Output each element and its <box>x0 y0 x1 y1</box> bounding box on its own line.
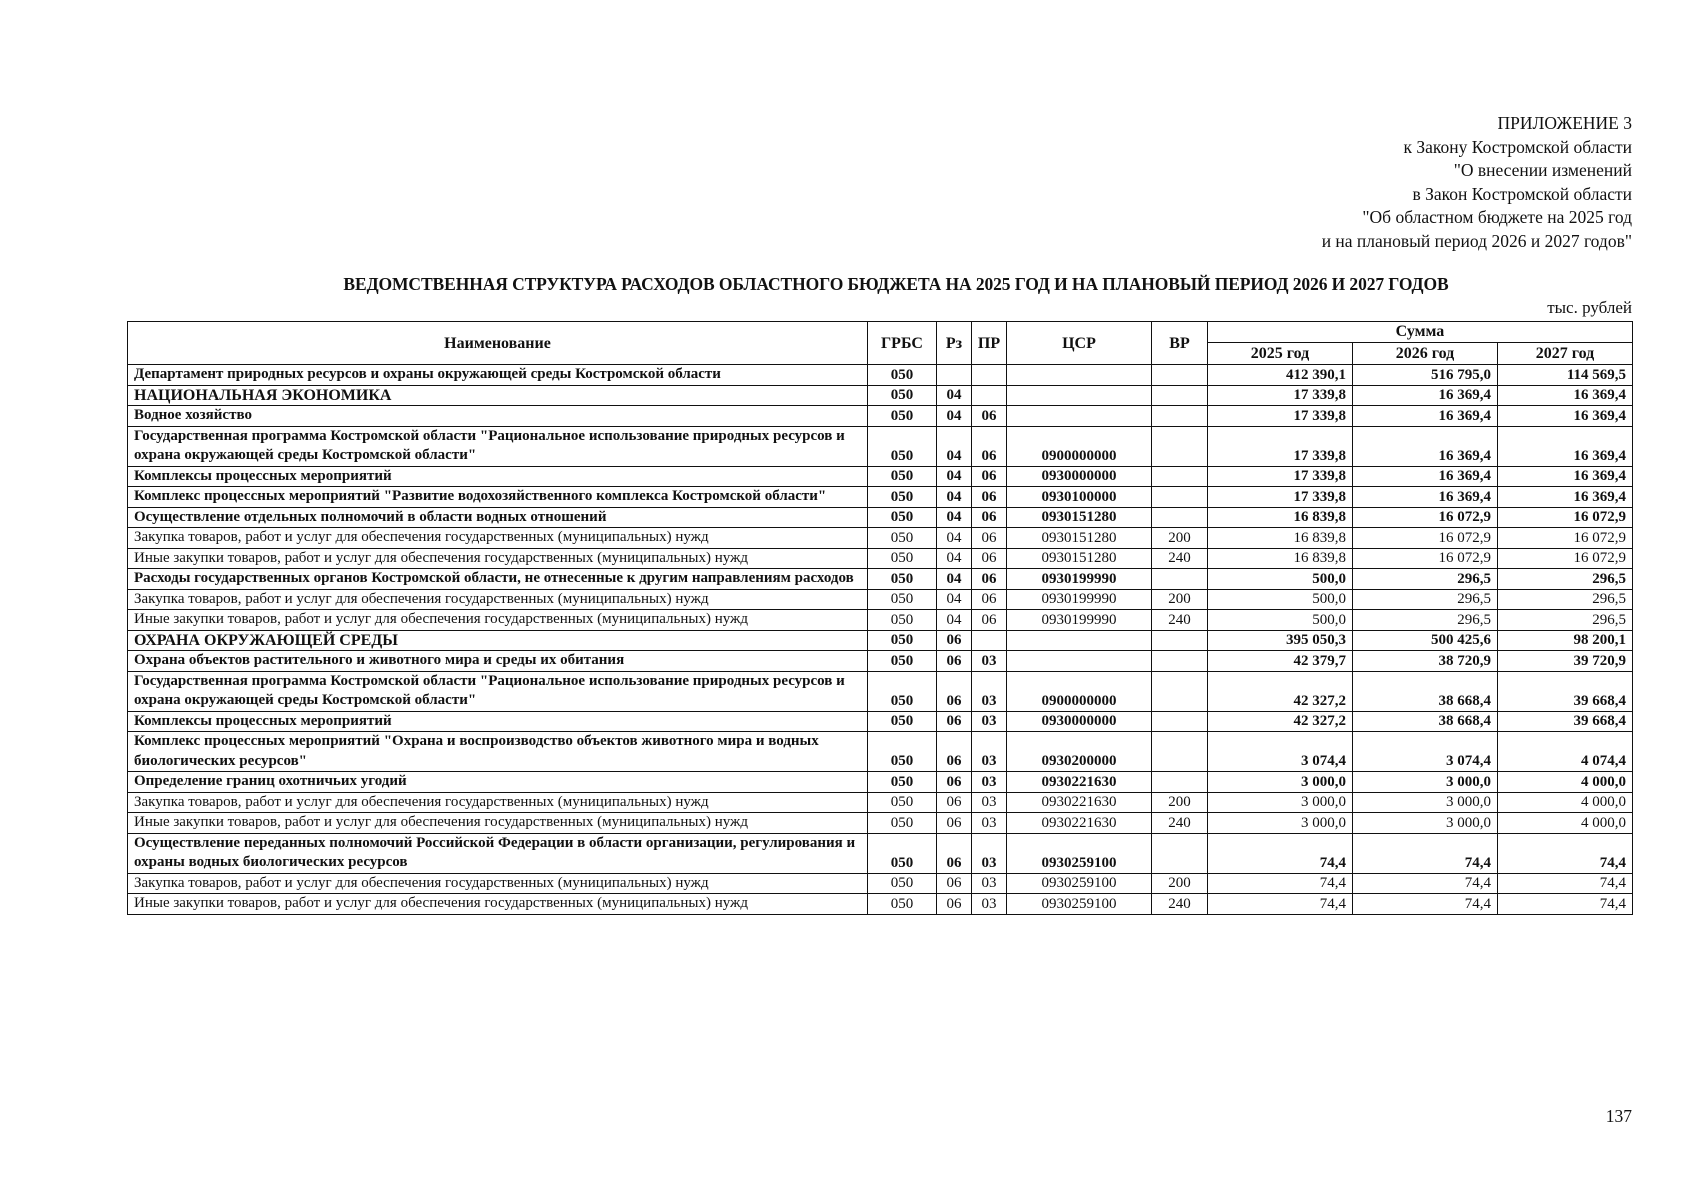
cell-pr: 03 <box>972 894 1007 915</box>
table-row <box>128 732 1633 772</box>
cell-y2025: 500,0 <box>1208 589 1353 610</box>
appendix-line: "О внесении изменений <box>1453 160 1632 180</box>
cell-grbs: 050 <box>868 651 937 672</box>
cell-y2025: 42 379,7 <box>1208 651 1353 672</box>
cell-y2027: 296,5 <box>1498 589 1633 610</box>
col-header-vr: ВР <box>1152 322 1208 365</box>
cell-csr: 0930221630 <box>1007 792 1152 813</box>
cell-pr: 03 <box>972 671 1007 711</box>
cell-vr <box>1152 426 1208 466</box>
cell-name: Иные закупки товаров, работ и услуг для обеспечения государственных (муниципальных) нужд <box>128 813 868 834</box>
cell-grbs: 050 <box>868 630 937 651</box>
cell-y2027: 98 200,1 <box>1498 630 1633 651</box>
cell-vr: 240 <box>1152 610 1208 631</box>
cell-name: Закупка товаров, работ и услуг для обеспечения государственных (муниципальных) нужд <box>128 792 868 813</box>
document-title: ВЕДОМСТВЕННАЯ СТРУКТУРА РАСХОДОВ ОБЛАСТНОГО БЮДЖЕТА НА 2025 ГОД И НА ПЛАНОВЫЙ ПЕРИОД 2026 И 2027 ГОДОВ <box>343 274 1449 294</box>
cell-csr <box>1007 385 1152 406</box>
cell-rz: 04 <box>937 507 972 528</box>
cell-pr <box>972 630 1007 651</box>
cell-name: Иные закупки товаров, работ и услуг для обеспечения государственных (муниципальных) нужд <box>128 610 868 631</box>
cell-vr: 240 <box>1152 548 1208 569</box>
cell-csr <box>1007 406 1152 427</box>
cell-y2027: 16 369,4 <box>1498 466 1633 487</box>
col-header-2025: 2025 год <box>1208 343 1353 365</box>
cell-pr: 03 <box>972 792 1007 813</box>
cell-name: Водное хозяйство <box>128 406 868 427</box>
cell-grbs: 050 <box>868 589 937 610</box>
cell-grbs: 050 <box>868 385 937 406</box>
cell-rz: 06 <box>937 711 972 732</box>
cell-rz: 04 <box>937 487 972 508</box>
cell-csr: 0930151280 <box>1007 548 1152 569</box>
cell-y2027: 4 000,0 <box>1498 813 1633 834</box>
cell-pr: 03 <box>972 651 1007 672</box>
cell-y2027: 16 369,4 <box>1498 406 1633 427</box>
col-header-2027: 2027 год <box>1498 343 1633 365</box>
cell-y2027: 39 668,4 <box>1498 671 1633 711</box>
cell-y2026: 3 000,0 <box>1353 792 1498 813</box>
cell-name: Расходы государственных органов Костромской области, не отнесенные к другим направлениям расходов <box>128 569 868 590</box>
cell-y2026: 296,5 <box>1353 610 1498 631</box>
table-row <box>128 426 1633 466</box>
cell-pr: 06 <box>972 610 1007 631</box>
cell-pr: 06 <box>972 426 1007 466</box>
cell-csr: 0930221630 <box>1007 813 1152 834</box>
cell-y2025: 3 000,0 <box>1208 772 1353 793</box>
cell-name: Комплексы процессных мероприятий <box>128 466 868 487</box>
col-header-pr: ПР <box>972 322 1007 365</box>
cell-y2025: 74,4 <box>1208 894 1353 915</box>
cell-grbs: 050 <box>868 466 937 487</box>
cell-pr: 03 <box>972 772 1007 793</box>
cell-y2025: 3 074,4 <box>1208 732 1353 772</box>
cell-grbs: 050 <box>868 528 937 549</box>
table-row <box>128 589 1633 610</box>
cell-grbs: 050 <box>868 833 937 873</box>
cell-pr: 03 <box>972 813 1007 834</box>
cell-y2025: 16 839,8 <box>1208 528 1353 549</box>
cell-y2025: 74,4 <box>1208 833 1353 873</box>
col-header-2026: 2026 год <box>1353 343 1498 365</box>
cell-name: Комплекс процессных мероприятий "Охрана и воспроизводство объектов животного мира и водных биологических ресурсов" <box>128 732 868 772</box>
budget-table <box>127 321 1633 915</box>
cell-rz: 06 <box>937 651 972 672</box>
cell-y2026: 38 668,4 <box>1353 671 1498 711</box>
cell-rz: 04 <box>937 548 972 569</box>
cell-vr: 200 <box>1152 528 1208 549</box>
cell-csr: 0900000000 <box>1007 671 1152 711</box>
cell-rz <box>937 365 972 386</box>
cell-rz: 06 <box>937 873 972 894</box>
cell-y2025: 500,0 <box>1208 569 1353 590</box>
cell-y2026: 74,4 <box>1353 873 1498 894</box>
cell-y2025: 395 050,3 <box>1208 630 1353 651</box>
cell-y2025: 42 327,2 <box>1208 671 1353 711</box>
cell-vr: 200 <box>1152 792 1208 813</box>
cell-vr <box>1152 833 1208 873</box>
cell-csr: 0930199990 <box>1007 589 1152 610</box>
cell-pr: 06 <box>972 466 1007 487</box>
cell-pr: 06 <box>972 507 1007 528</box>
cell-grbs: 050 <box>868 732 937 772</box>
table-row <box>128 833 1633 873</box>
cell-y2027: 16 369,4 <box>1498 385 1633 406</box>
cell-vr: 240 <box>1152 894 1208 915</box>
cell-csr: 0930199990 <box>1007 610 1152 631</box>
cell-vr <box>1152 671 1208 711</box>
cell-name: ОХРАНА ОКРУЖАЮЩЕЙ СРЕДЫ <box>128 630 868 651</box>
cell-rz: 06 <box>937 630 972 651</box>
cell-pr: 06 <box>972 569 1007 590</box>
cell-y2025: 17 339,8 <box>1208 466 1353 487</box>
table-row <box>128 406 1633 427</box>
cell-pr: 03 <box>972 732 1007 772</box>
cell-csr <box>1007 630 1152 651</box>
cell-name: Государственная программа Костромской области "Рациональное использование природных ресурсов и охрана окружающей среды Костромской области" <box>128 671 868 711</box>
table-row <box>128 873 1633 894</box>
cell-rz: 04 <box>937 426 972 466</box>
cell-rz: 04 <box>937 589 972 610</box>
col-header-csr: ЦСР <box>1007 322 1152 365</box>
cell-y2026: 16 369,4 <box>1353 466 1498 487</box>
cell-grbs: 050 <box>868 711 937 732</box>
cell-grbs: 050 <box>868 813 937 834</box>
cell-pr: 06 <box>972 528 1007 549</box>
cell-name: Охрана объектов растительного и животного мира и среды их обитания <box>128 651 868 672</box>
cell-grbs: 050 <box>868 548 937 569</box>
cell-rz: 04 <box>937 406 972 427</box>
cell-vr: 200 <box>1152 589 1208 610</box>
cell-pr: 06 <box>972 406 1007 427</box>
cell-vr <box>1152 772 1208 793</box>
cell-vr <box>1152 507 1208 528</box>
cell-y2026: 3 000,0 <box>1353 772 1498 793</box>
cell-vr <box>1152 487 1208 508</box>
cell-pr <box>972 385 1007 406</box>
cell-name: Закупка товаров, работ и услуг для обеспечения государственных (муниципальных) нужд <box>128 589 868 610</box>
cell-y2026: 16 369,4 <box>1353 426 1498 466</box>
appendix-line: ПРИЛОЖЕНИЕ 3 <box>1497 113 1632 133</box>
table-row <box>128 466 1633 487</box>
cell-y2026: 16 072,9 <box>1353 507 1498 528</box>
cell-y2027: 16 072,9 <box>1498 507 1633 528</box>
cell-y2027: 296,5 <box>1498 569 1633 590</box>
cell-rz: 06 <box>937 833 972 873</box>
table-body <box>128 365 1633 915</box>
cell-vr <box>1152 466 1208 487</box>
cell-csr: 0930000000 <box>1007 711 1152 732</box>
cell-vr <box>1152 651 1208 672</box>
cell-y2027: 74,4 <box>1498 894 1633 915</box>
cell-name: Осуществление отдельных полномочий в области водных отношений <box>128 507 868 528</box>
cell-y2027: 4 000,0 <box>1498 792 1633 813</box>
cell-grbs: 050 <box>868 772 937 793</box>
cell-name: Определение границ охотничьих угодий <box>128 772 868 793</box>
cell-csr: 0930221630 <box>1007 772 1152 793</box>
cell-pr: 03 <box>972 833 1007 873</box>
cell-y2026: 3 074,4 <box>1353 732 1498 772</box>
cell-y2027: 39 720,9 <box>1498 651 1633 672</box>
cell-rz: 06 <box>937 792 972 813</box>
table-row <box>128 671 1633 711</box>
cell-name: Иные закупки товаров, работ и услуг для обеспечения государственных (муниципальных) нужд <box>128 894 868 915</box>
cell-csr: 0930259100 <box>1007 833 1152 873</box>
cell-y2025: 17 339,8 <box>1208 426 1353 466</box>
cell-csr: 0930000000 <box>1007 466 1152 487</box>
cell-y2025: 16 839,8 <box>1208 507 1353 528</box>
cell-y2027: 39 668,4 <box>1498 711 1633 732</box>
cell-y2026: 38 668,4 <box>1353 711 1498 732</box>
table-row <box>128 711 1633 732</box>
cell-y2027: 114 569,5 <box>1498 365 1633 386</box>
cell-y2025: 3 000,0 <box>1208 813 1353 834</box>
cell-y2026: 74,4 <box>1353 833 1498 873</box>
cell-grbs: 050 <box>868 569 937 590</box>
cell-grbs: 050 <box>868 406 937 427</box>
cell-vr <box>1152 569 1208 590</box>
table-row <box>128 507 1633 528</box>
cell-grbs: 050 <box>868 487 937 508</box>
cell-pr: 06 <box>972 487 1007 508</box>
cell-rz: 06 <box>937 732 972 772</box>
cell-y2026: 38 720,9 <box>1353 651 1498 672</box>
cell-name: Закупка товаров, работ и услуг для обеспечения государственных (муниципальных) нужд <box>128 528 868 549</box>
cell-y2025: 74,4 <box>1208 873 1353 894</box>
cell-y2025: 17 339,8 <box>1208 487 1353 508</box>
cell-vr <box>1152 406 1208 427</box>
cell-y2025: 42 327,2 <box>1208 711 1353 732</box>
cell-y2027: 74,4 <box>1498 833 1633 873</box>
cell-grbs: 050 <box>868 610 937 631</box>
cell-y2026: 296,5 <box>1353 589 1498 610</box>
table-row <box>128 528 1633 549</box>
col-header-grbs: ГРБС <box>868 322 937 365</box>
cell-vr <box>1152 630 1208 651</box>
appendix-line: в Закон Костромской области <box>1412 183 1632 204</box>
table-row <box>128 772 1633 793</box>
cell-vr <box>1152 711 1208 732</box>
table-row <box>128 792 1633 813</box>
cell-name: Комплексы процессных мероприятий <box>128 711 868 732</box>
table-row <box>128 651 1633 672</box>
col-header-rz: Рз <box>937 322 972 365</box>
cell-y2026: 74,4 <box>1353 894 1498 915</box>
cell-y2025: 3 000,0 <box>1208 792 1353 813</box>
page-number: 137 <box>1605 1106 1632 1126</box>
cell-csr: 0930199990 <box>1007 569 1152 590</box>
table-row <box>128 630 1633 651</box>
cell-csr: 0930100000 <box>1007 487 1152 508</box>
cell-rz: 04 <box>937 466 972 487</box>
units-label: тыс. рублей <box>1547 298 1632 317</box>
cell-name: НАЦИОНАЛЬНАЯ ЭКОНОМИКА <box>128 385 868 406</box>
cell-csr: 0930259100 <box>1007 873 1152 894</box>
cell-csr <box>1007 365 1152 386</box>
cell-csr <box>1007 651 1152 672</box>
cell-y2026: 16 072,9 <box>1353 528 1498 549</box>
cell-grbs: 050 <box>868 792 937 813</box>
cell-y2026: 16 369,4 <box>1353 487 1498 508</box>
table-row <box>128 894 1633 915</box>
cell-pr: 06 <box>972 548 1007 569</box>
cell-y2025: 17 339,8 <box>1208 406 1353 427</box>
cell-vr <box>1152 732 1208 772</box>
cell-y2027: 4 074,4 <box>1498 732 1633 772</box>
cell-vr: 240 <box>1152 813 1208 834</box>
cell-rz: 04 <box>937 610 972 631</box>
cell-y2026: 3 000,0 <box>1353 813 1498 834</box>
cell-y2025: 500,0 <box>1208 610 1353 631</box>
cell-grbs: 050 <box>868 671 937 711</box>
cell-y2026: 16 072,9 <box>1353 548 1498 569</box>
cell-y2027: 296,5 <box>1498 610 1633 631</box>
cell-csr: 0930200000 <box>1007 732 1152 772</box>
appendix-line: к Закону Костромской области <box>1403 136 1632 157</box>
cell-rz: 04 <box>937 385 972 406</box>
cell-pr: 03 <box>972 711 1007 732</box>
table-row <box>128 548 1633 569</box>
col-header-sum: Сумма <box>1208 322 1633 343</box>
cell-csr: 0930259100 <box>1007 894 1152 915</box>
cell-y2027: 74,4 <box>1498 873 1633 894</box>
cell-y2026: 16 369,4 <box>1353 385 1498 406</box>
cell-grbs: 050 <box>868 426 937 466</box>
cell-pr: 03 <box>972 873 1007 894</box>
cell-name: Иные закупки товаров, работ и услуг для обеспечения государственных (муниципальных) нужд <box>128 548 868 569</box>
cell-y2027: 16 072,9 <box>1498 548 1633 569</box>
cell-vr: 200 <box>1152 873 1208 894</box>
cell-y2025: 17 339,8 <box>1208 385 1353 406</box>
table-row <box>128 569 1633 590</box>
cell-y2026: 500 425,6 <box>1353 630 1498 651</box>
appendix-line: "Об областном бюджете на 2025 год <box>1362 207 1632 227</box>
cell-y2025: 412 390,1 <box>1208 365 1353 386</box>
cell-rz: 06 <box>937 772 972 793</box>
cell-csr: 0930151280 <box>1007 528 1152 549</box>
cell-y2026: 516 795,0 <box>1353 365 1498 386</box>
cell-rz: 04 <box>937 569 972 590</box>
cell-vr <box>1152 385 1208 406</box>
cell-pr <box>972 365 1007 386</box>
cell-y2027: 16 072,9 <box>1498 528 1633 549</box>
cell-rz: 06 <box>937 671 972 711</box>
table-row <box>128 610 1633 631</box>
cell-y2026: 16 369,4 <box>1353 406 1498 427</box>
cell-name: Департамент природных ресурсов и охраны окружающей среды Костромской области <box>128 365 868 386</box>
cell-y2027: 16 369,4 <box>1498 487 1633 508</box>
table-row <box>128 487 1633 508</box>
cell-rz: 06 <box>937 894 972 915</box>
cell-y2025: 16 839,8 <box>1208 548 1353 569</box>
cell-csr: 0930151280 <box>1007 507 1152 528</box>
cell-rz: 06 <box>937 813 972 834</box>
cell-name: Комплекс процессных мероприятий "Развитие водохозяйственного комплекса Костромской области" <box>128 487 868 508</box>
cell-grbs: 050 <box>868 365 937 386</box>
table-row <box>128 385 1633 406</box>
appendix-line: и на плановый период 2026 и 2027 годов" <box>1321 230 1632 251</box>
cell-grbs: 050 <box>868 873 937 894</box>
cell-y2026: 296,5 <box>1353 569 1498 590</box>
cell-y2027: 4 000,0 <box>1498 772 1633 793</box>
table-row <box>128 813 1633 834</box>
cell-csr: 0900000000 <box>1007 426 1152 466</box>
cell-grbs: 050 <box>868 894 937 915</box>
cell-name: Государственная программа Костромской области "Рациональное использование природных ресурсов и охрана окружающей среды Костромской области" <box>128 426 868 466</box>
cell-grbs: 050 <box>868 507 937 528</box>
cell-pr: 06 <box>972 589 1007 610</box>
cell-vr <box>1152 365 1208 386</box>
col-header-name: Наименование <box>128 322 868 365</box>
appendix-header <box>1322 112 1632 253</box>
cell-rz: 04 <box>937 528 972 549</box>
cell-name: Осуществление переданных полномочий Российской Федерации в области организации, регулирования и охраны водных биологических ресурсов <box>128 833 868 873</box>
table-row <box>128 365 1633 386</box>
cell-name: Закупка товаров, работ и услуг для обеспечения государственных (муниципальных) нужд <box>128 873 868 894</box>
cell-y2027: 16 369,4 <box>1498 426 1633 466</box>
